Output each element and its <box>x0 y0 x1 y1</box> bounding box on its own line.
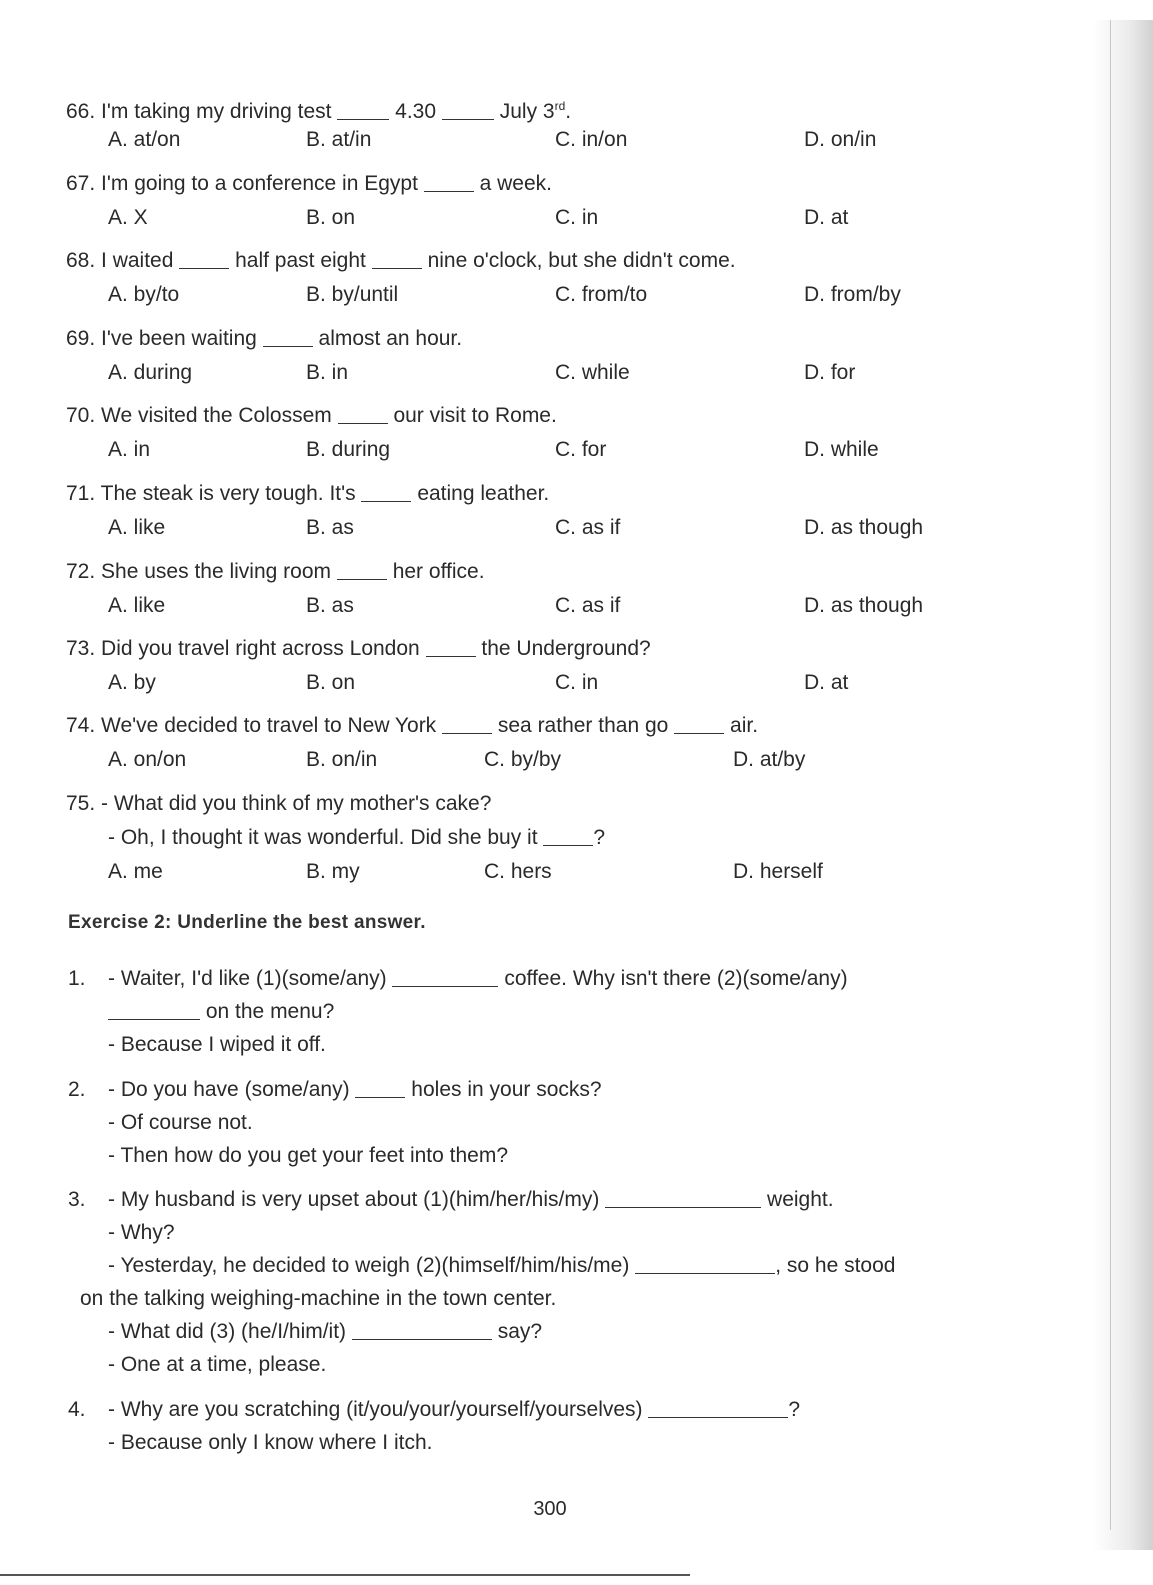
item-number: 1. <box>68 967 86 990</box>
answer-blank[interactable] <box>605 1186 761 1208</box>
question-75 <box>66 787 1096 889</box>
option-c[interactable]: C. by/by <box>484 748 562 771</box>
item-number: 4. <box>68 1398 86 1421</box>
line-text: - Why are you scratching (it/you/your/yourself/yourselves) <box>108 1398 643 1421</box>
options-row <box>66 278 1096 312</box>
item-line: - Of course not. <box>108 1111 253 1134</box>
option-a[interactable]: A. by/to <box>108 283 180 306</box>
option-a[interactable]: A. like <box>108 594 166 617</box>
answer-blank[interactable] <box>648 1396 788 1418</box>
question-stem <box>66 89 1096 123</box>
answer-blank[interactable] <box>179 247 229 269</box>
option-a[interactable]: A. me <box>108 860 163 883</box>
question-stem <box>66 244 1096 278</box>
exercise-2-title: Exercise 2: Underline the best answer. <box>68 912 426 933</box>
stem-text: I waited <box>101 249 174 272</box>
item-number: 3. <box>68 1188 86 1211</box>
option-a[interactable]: A. in <box>108 438 151 461</box>
item-line <box>108 1315 1108 1348</box>
option-b[interactable]: B. as <box>306 516 354 539</box>
stem-text: I'm going to a conference in Egypt <box>101 172 418 195</box>
line-text: coffee. Why isn't there (2)(some/any) <box>504 967 848 990</box>
option-d[interactable]: D. from/by <box>804 283 901 306</box>
options-row <box>66 855 1096 889</box>
question-number: 66. <box>66 100 96 123</box>
question-stem <box>66 167 1096 201</box>
answer-blank[interactable] <box>361 480 411 502</box>
question-66 <box>66 89 1096 157</box>
item-lines <box>80 1183 1108 1381</box>
answer-blank[interactable] <box>442 98 494 120</box>
option-b[interactable]: B. during <box>306 438 391 461</box>
options-row <box>66 589 1096 623</box>
line-text: - Waiter, I'd like (1)(some/any) <box>108 967 387 990</box>
question-69 <box>66 322 1096 390</box>
item-line: - Then how do you get your feet into them? <box>108 1144 509 1167</box>
options-row <box>66 666 1096 700</box>
item-line <box>108 1393 1108 1426</box>
question-stem <box>66 399 1096 433</box>
answer-blank[interactable] <box>337 558 387 580</box>
line-text: on the menu? <box>205 1000 335 1023</box>
option-b[interactable]: B. my <box>306 860 360 883</box>
question-number: 75. <box>66 792 96 815</box>
option-a[interactable]: A. like <box>108 516 166 539</box>
option-a[interactable]: A. on/on <box>108 748 187 771</box>
option-b[interactable]: B. on/in <box>306 748 378 771</box>
stem-text: almost an hour. <box>318 327 463 350</box>
answer-blank[interactable] <box>442 712 492 734</box>
question-number: 71. <box>66 482 96 505</box>
option-d[interactable]: D. on/in <box>804 128 877 151</box>
question-number: 67. <box>66 172 96 195</box>
stem-text: Did you travel right across London <box>101 637 420 660</box>
question-number: 68. <box>66 249 96 272</box>
option-c[interactable]: C. for <box>555 438 607 461</box>
option-c[interactable]: C. in <box>555 671 599 694</box>
stem-text: I've been waiting <box>101 327 257 350</box>
question-74 <box>66 709 1096 777</box>
options-row <box>66 743 1096 777</box>
answer-blank[interactable] <box>352 1318 492 1340</box>
stem-text: . <box>565 100 572 123</box>
item-line <box>108 995 1108 1028</box>
answer-blank[interactable] <box>337 98 389 120</box>
stem-text: We've decided to travel to New York <box>101 714 437 737</box>
line-text: ? <box>788 1398 801 1421</box>
option-d[interactable]: D. as though <box>804 516 924 539</box>
option-b[interactable]: B. on <box>306 206 356 229</box>
item-lines <box>108 1073 1108 1172</box>
stem-text: We visited the Colossem <box>101 404 332 427</box>
option-c[interactable]: C. as if <box>555 594 621 617</box>
option-c[interactable]: C. from/to <box>555 283 648 306</box>
question-stem <box>66 632 1096 666</box>
item-lines <box>108 1393 1108 1459</box>
option-d[interactable]: D. while <box>804 438 879 461</box>
line-text: - Yesterday, he decided to weigh (2)(himself/him/his/me) <box>108 1254 630 1277</box>
item-line: - One at a time, please. <box>108 1353 327 1376</box>
answer-blank[interactable] <box>263 325 313 347</box>
option-d[interactable]: D. for <box>804 361 856 384</box>
answer-blank[interactable] <box>635 1252 775 1274</box>
stem-text: I'm taking my driving test <box>101 100 332 123</box>
answer-blank[interactable] <box>108 998 200 1020</box>
stem-text: ? <box>593 826 606 849</box>
option-b[interactable]: B. at/in <box>306 128 372 151</box>
option-d[interactable]: D. at/by <box>733 748 806 771</box>
item-line: - Why? <box>108 1221 175 1244</box>
stem-text: July 3 <box>499 100 555 123</box>
answer-blank[interactable] <box>392 965 498 987</box>
options-row <box>66 201 1096 235</box>
bottom-rule <box>0 1574 690 1576</box>
line-text: weight. <box>767 1188 834 1211</box>
stem-text: - Oh, I thought it was wonderful. Did she buy it <box>108 826 538 849</box>
option-b[interactable]: B. on <box>306 671 356 694</box>
option-d[interactable]: D. at <box>804 671 849 694</box>
stem-text: a week. <box>479 172 552 195</box>
item-line <box>108 962 1108 995</box>
page-edge-line <box>1110 20 1111 1530</box>
option-d[interactable]: D. herself <box>733 860 823 883</box>
question-number: 74. <box>66 714 96 737</box>
question-stem <box>66 477 1096 511</box>
answer-blank[interactable] <box>426 635 476 657</box>
question-stem <box>66 322 1096 356</box>
option-c[interactable]: C. while <box>555 361 630 384</box>
stem-text: 4.30 <box>395 100 437 123</box>
stem-text: half past eight <box>235 249 366 272</box>
options-row <box>66 511 1096 545</box>
item-lines <box>108 962 1108 1061</box>
options-row <box>66 433 1096 467</box>
option-b[interactable]: B. as <box>306 594 354 617</box>
answer-blank[interactable] <box>355 1076 405 1098</box>
answer-blank[interactable] <box>674 712 724 734</box>
item-line: - Because only I know where I itch. <box>108 1431 433 1454</box>
line-text: - What did (3) (he/I/him/it) <box>108 1320 347 1343</box>
option-a[interactable]: A. during <box>108 361 193 384</box>
answer-blank[interactable] <box>338 402 388 424</box>
line-text: - My husband is very upset about (1)(him/her/his/my) <box>108 1188 600 1211</box>
stem-text: She uses the living room <box>101 560 332 583</box>
option-c[interactable]: C. as if <box>555 516 621 539</box>
options-row <box>66 123 1096 157</box>
stem-text: our visit to Rome. <box>393 404 557 427</box>
option-b[interactable]: B. by/until <box>306 283 399 306</box>
stem-text: the Underground? <box>481 637 651 660</box>
option-a[interactable]: A. X <box>108 206 148 229</box>
option-d[interactable]: D. at <box>804 206 849 229</box>
option-b[interactable]: B. in <box>306 361 349 384</box>
question-67 <box>66 167 1096 235</box>
question-number: 73. <box>66 637 96 660</box>
question-73 <box>66 632 1096 700</box>
stem-text: her office. <box>392 560 485 583</box>
answer-blank[interactable] <box>424 170 474 192</box>
line-text: say? <box>497 1320 543 1343</box>
question-number: 72. <box>66 560 96 583</box>
option-c[interactable]: C. in <box>555 206 599 229</box>
item-line: - Because I wiped it off. <box>108 1033 326 1056</box>
line-text: , so he stood <box>775 1254 896 1277</box>
option-c[interactable]: C. in/on <box>555 128 628 151</box>
stem-text: - What did you think of my mother's cake? <box>101 792 492 815</box>
item-line <box>108 1183 1108 1216</box>
item-number: 2. <box>68 1078 86 1101</box>
question-stem <box>66 787 1096 821</box>
line-text: holes in your socks? <box>411 1078 602 1101</box>
options-row <box>66 356 1096 390</box>
item-line: on the talking weighing-machine in the town center. <box>80 1287 557 1310</box>
answer-blank[interactable] <box>543 824 593 846</box>
question-stem <box>66 709 1096 743</box>
option-a[interactable]: A. at/on <box>108 128 181 151</box>
question-70 <box>66 399 1096 467</box>
stem-text: air. <box>730 714 759 737</box>
question-72 <box>66 555 1096 623</box>
item-line <box>108 1249 1108 1282</box>
item-line <box>108 1073 1108 1106</box>
ordinal-suffix: rd <box>554 99 566 113</box>
question-number: 69. <box>66 327 96 350</box>
option-d[interactable]: D. as though <box>804 594 924 617</box>
line-text: - Do you have (some/any) <box>108 1078 350 1101</box>
option-a[interactable]: A. by <box>108 671 156 694</box>
option-c[interactable]: C. hers <box>484 860 552 883</box>
stem-text: eating leather. <box>417 482 550 505</box>
question-stem-line-2 <box>66 821 1096 855</box>
stem-text: sea rather than go <box>497 714 669 737</box>
stem-text: The steak is very tough. It's <box>100 482 356 505</box>
question-71 <box>66 477 1096 545</box>
question-stem <box>66 555 1096 589</box>
page-number: 300 <box>533 1498 567 1520</box>
answer-blank[interactable] <box>372 247 422 269</box>
stem-text: nine o'clock, but she didn't come. <box>427 249 736 272</box>
question-68 <box>66 244 1096 312</box>
question-number: 70. <box>66 404 96 427</box>
